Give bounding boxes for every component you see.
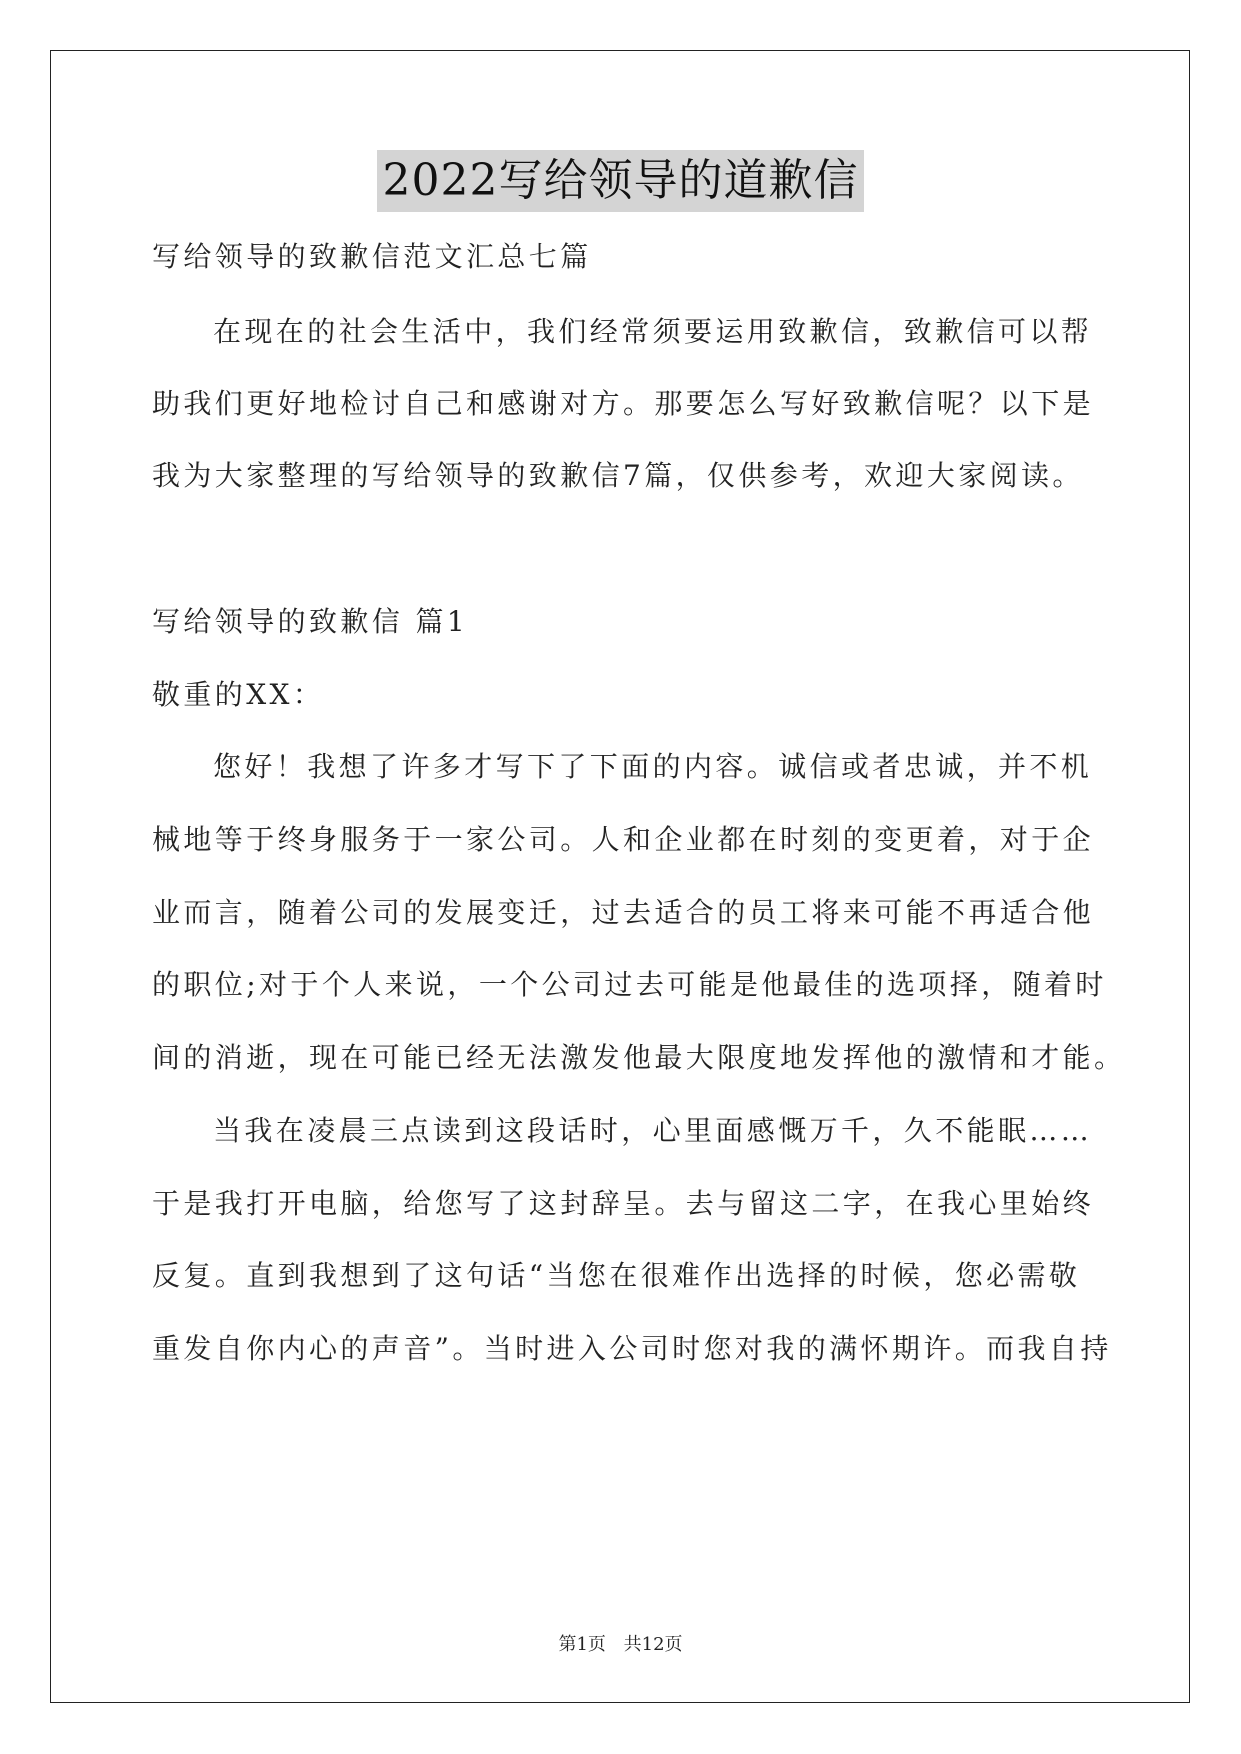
paragraph1-line-2: 械地等于终身服务于一家公司。人和企业都在时刻的变更着，对于企	[152, 823, 1095, 856]
intro-line-1: 在现在的社会生活中，我们经常须要运用致歉信，致歉信可以帮	[213, 315, 1093, 348]
paragraph1-line-4: 的职位;对于个人来说，一个公司过去可能是他最佳的选项择，随着时	[152, 968, 1107, 1001]
title-container	[0, 150, 1241, 212]
salutation: 敬重的XX：	[152, 678, 325, 711]
document-subtitle: 写给领导的致歉信范文汇总七篇	[152, 240, 592, 273]
paragraph2-line-2: 于是我打开电脑，给您写了这封辞呈。去与留这二字，在我心里始终	[152, 1187, 1095, 1220]
intro-line-3: 我为大家整理的写给领导的致歉信7篇，仅供参考，欢迎大家阅读。	[152, 459, 1084, 492]
paragraph1-line-1: 您好！我想了许多才写下了下面的内容。诚信或者忠诚，并不机	[213, 750, 1093, 783]
page-footer	[0, 1630, 1241, 1656]
paragraph1-line-5: 间的消逝，现在可能已经无法激发他最大限度地发挥他的激情和才能。	[152, 1041, 1126, 1074]
page-total: 共12页	[623, 1634, 683, 1655]
paragraph1-line-3: 业而言，随着公司的发展变迁，过去适合的员工将来可能不再适合他	[152, 896, 1095, 929]
paragraph2-line-3: 反复。直到我想到了这句话“当您在很难作出选择的时候，您必需敬	[152, 1259, 1081, 1292]
intro-line-2: 助我们更好地检讨自己和感谢对方。那要怎么写好致歉信呢？以下是	[152, 387, 1095, 420]
section-heading: 写给领导的致歉信 篇1	[152, 605, 469, 638]
document-title: 2022写给领导的道歉信	[377, 150, 865, 212]
paragraph2-line-1: 当我在凌晨三点读到这段话时，心里面感慨万千，久不能眠……	[213, 1114, 1093, 1147]
paragraph2-line-4: 重发自你内心的声音”。当时进入公司时您对我的满怀期许。而我自持	[152, 1332, 1112, 1365]
page-border	[50, 50, 1190, 1703]
page-number: 第1页	[558, 1634, 606, 1655]
